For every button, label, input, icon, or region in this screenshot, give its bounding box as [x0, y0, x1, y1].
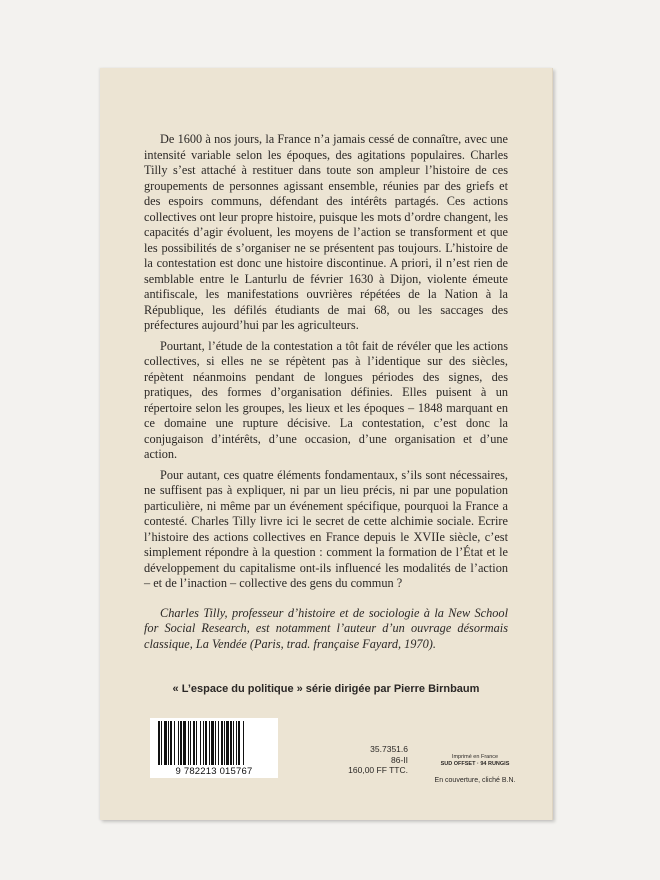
barcode-bar: [203, 721, 204, 765]
barcode-bar: [158, 721, 160, 765]
barcode-bar: [180, 721, 182, 765]
series-line: « L’espace du politique » série dirigée par Pierre Birnbaum: [172, 683, 480, 695]
blurb-paragraph-2: Pourtant, l’étude de la contestation a tôt fait de révéler que les actions collectives, si elles ne se répètent pas à l’identique sur des siècles, répètent néanmoins pendant de longues périodes des signes, des pratiques, des formes d’organisation définies. Elles puisent à un répertoire selon les groupes, les lieux et les époques – 1848 marquant en ce domaine une rupture décisive. La contestation, c’est donc la conjugaison d’intérêts, d’une occasion, d’une organisation et d’une action.: [144, 338, 508, 461]
barcode-bar: [209, 721, 210, 765]
cover-credit: En couverture, cliché B.N.: [434, 777, 516, 784]
barcode-bar: [168, 721, 169, 765]
barcode-bar: [215, 721, 216, 765]
printer-line-1: Imprimé en France: [451, 754, 499, 760]
barcode-bar: [233, 721, 234, 765]
barcode-bar: [230, 721, 232, 765]
blurb-text: [144, 132, 508, 657]
barcode-bar: [224, 721, 225, 765]
barcode-bar: [218, 721, 219, 765]
barcode-bar: [221, 721, 223, 765]
barcode-bars: [150, 718, 278, 766]
barcode-bar: [236, 721, 237, 765]
barcode-bar: [183, 721, 186, 765]
barcode-bar: [178, 721, 179, 765]
barcode-bar: [193, 721, 195, 765]
author-note: Charles Tilly, professeur d’histoire et de sociologie à la New School for Social Research, est notamment l’auteur d’un ouvrage désormais classique, La Vendée (Paris, trad. française Fayard, 1970).: [144, 605, 508, 651]
barcode-bar: [226, 721, 229, 765]
barcode-bar: [174, 721, 175, 765]
price-codes: [338, 744, 408, 776]
barcode-bar: [164, 721, 167, 765]
isbn-barcode: [150, 718, 278, 778]
barcode-bar: [161, 721, 162, 765]
barcode-bar: [190, 721, 191, 765]
barcode-number: 9 782213 015767: [150, 766, 278, 778]
barcode-bar: [170, 721, 172, 765]
blurb-paragraph-1: De 1600 à nos jours, la France n’a jamais cessé de connaître, avec une intensité variable selon les époques, des agitations populaires. Charles Tilly s’est attaché à restituer dans toute son ampleur l’histoire de ces groupements de personnes agissant ensemble, réunies par des griefs et des espoirs communs, défendant des intérêts partagés. Ces actions collectives ont leur propre histoire, puisque les mots d’ordre changent, les capacités d’agir évoluent, les moyens de l’action se transforment et que les possibilités de s’organiser ne se présentent pas toujours. L’histoire de la contestation est donc une histoire discontinue. A priori, il n’est rien de semblable entre le Lanturlu de février 1630 à Dijon, violente émeute antifiscale, les manifestations ouvrières répétées de la Nation à la République, les défilés étudiants de mai 68, ou les saccages des préfectures aujourd’hui par les agriculteurs.: [144, 132, 508, 332]
code-line-2: 86-II: [390, 754, 408, 765]
code-line-1: 35.7351.6: [370, 744, 408, 754]
price: 160,00 FF TTC.: [348, 765, 408, 775]
printer-line-2: SUD OFFSET · 94 RUNGIS: [440, 761, 510, 767]
barcode-bar: [243, 721, 244, 765]
barcode-bar: [238, 721, 240, 765]
barcode-bar: [196, 721, 197, 765]
barcode-bar: [188, 721, 189, 765]
barcode-bar: [211, 721, 214, 765]
blurb-paragraph-3: Pour autant, ces quatre éléments fondamentaux, s’ils sont nécessaires, ne suffisent pas à expliquer, ni par un lieu précis, ni par une population particulière, ni même par un événement spécifique, pourquoi la France a contesté. Charles Tilly livre ici le secret de cette alchimie sociale. Ecrire l’histoire des actions collectives en France depuis le XVIIe siècle, c’est simplement répondre à la question : comment la formation de l’État et le développement du capitalisme ont-ils influencé les modalités de l’action – et de l’inaction – collective des gens du commun ?: [144, 467, 508, 590]
barcode-bar: [200, 721, 201, 765]
printer-info: [420, 754, 530, 785]
book-back-cover: [100, 68, 553, 820]
barcode-bar: [205, 721, 207, 765]
